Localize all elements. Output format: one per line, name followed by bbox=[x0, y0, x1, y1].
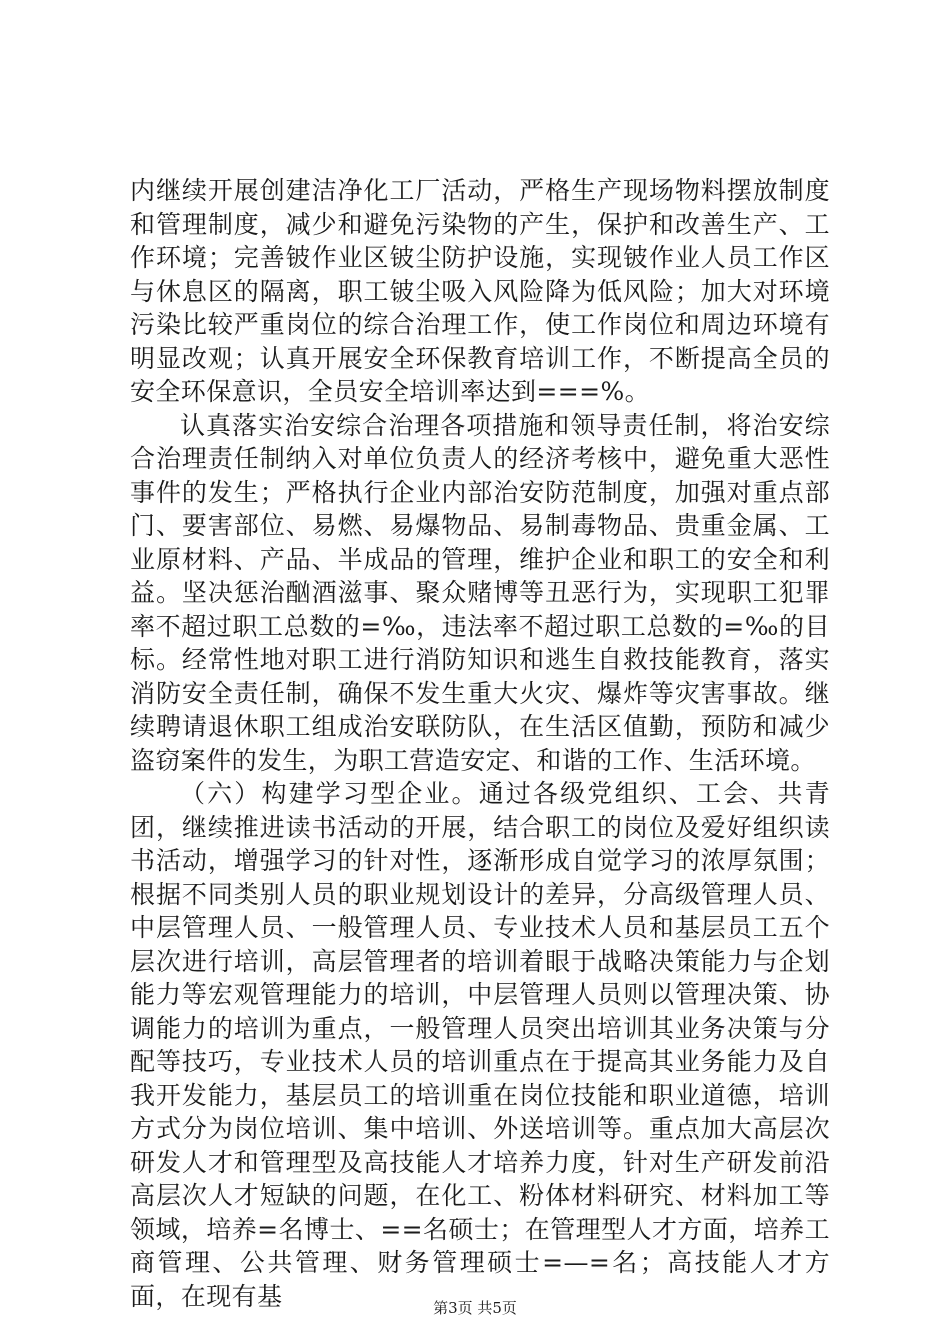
paragraph-learning-enterprise: （六）构建学习型企业。通过各级党组织、工会、共青团，继续推进读书活动的开展，结合职工的岗位及爱好组织读书活动，增强学习的针对性，逐渐形成自觉学习的浓厚氛围；根据不同类别人员的职业规划设计的差异，分高级管理人员、中层管理人员、一般管理人员、专业技术人员和基层员工五个层次进行培训，高层管理者的培训着眼于战略决策能力与企划能力等宏观管理能力的培训，中层管理人员则以管理决策、协调能力的培训为重点，一般管理人员突出培训其业务决策与分配等技巧，专业技术人员的培训重点在于提高其业务能力及自我开发能力，基层员工的培训重在岗位技能和职业道德，培训方式分为岗位培训、集中培训、外送培训等。重点加大高层次研发人才和管理型及高技能人才培养力度，针对生产研发前沿高层次人才短缺的问题，在化工、粉体材料研究、材料加工等领域，培养=名博士、==名硕士；在管理型人才方面，培养工商管理、公共管理、财务管理硕士=—=名；高技能人才方面，在现有基 bbox=[130, 779, 830, 1311]
paragraph-public-security: 认真落实治安综合治理各项措施和领导责任制，将治安综合治理责任制纳入对单位负责人的经济考核中，避免重大恶性事件的发生；严格执行企业内部治安防范制度，加强对重点部门、要害部位、易燃、易爆物品、易制毒物品、贵重金属、工业原材料、产品、半成品的管理，维护企业和职工的安全和利益。坚决惩治酗酒滋事、聚众赌博等丑恶行为，实现职工犯罪率不超过职工总数的=‰，违法率不超过职工总数的=‰的目标。经常性地对职工进行消防知识和逃生自救技能教育，落实消防安全责任制，确保不发生重大火灾、爆炸等灾害事故。继续聘请退休职工组成治安联防队，在生活区值勤，预防和减少盗窃案件的发生，为职工营造安定、和谐的工作、生活环境。 bbox=[130, 410, 830, 775]
page-footer: 第3页 共5页 bbox=[433, 1299, 517, 1317]
document-body bbox=[130, 174, 830, 1313]
paragraph-continued: 内继续开展创建洁净化工厂活动，严格生产现场物料摆放制度和管理制度，减少和避免污染物的产生，保护和改善生产、工作环境；完善铍作业区铍尘防护设施，实现铍作业人员工作区与休息区的隔离，职工铍尘吸入风险降为低风险；加大对环境污染比较严重岗位的综合治理工作，使工作岗位和周边环境有明显改观；认真开展安全环保教育培训工作，不断提高全员的安全环保意识，全员安全培训率达到===%。 bbox=[130, 176, 830, 406]
